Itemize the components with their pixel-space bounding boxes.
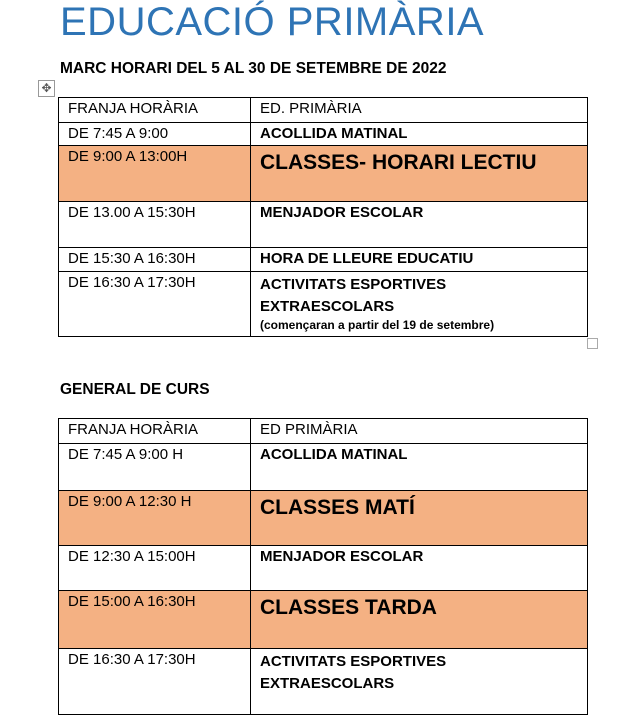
time-cell: DE 7:45 A 9:00	[59, 123, 251, 146]
time-cell: DE 12:30 A 15:00H	[59, 546, 251, 591]
activity-cell	[251, 591, 588, 649]
activity-cell	[251, 272, 588, 337]
activity-text: EXTRAESCOLARS	[260, 675, 395, 692]
time-cell: DE 13.00 A 15:30H	[59, 202, 251, 248]
september-schedule-table	[58, 97, 588, 337]
activity-text: EXTRAESCOLARS	[260, 298, 395, 315]
table-row	[59, 248, 588, 272]
activity-cell: HORA DE LLEURE EDUCATIU	[251, 248, 588, 272]
activity-text: ACTIVITATS ESPORTIVES	[260, 276, 447, 293]
section-heading-september: MARC HORARI DEL 5 AL 30 DE SETEMBRE DE 2022	[60, 60, 447, 77]
header-cell: FRANJA HORÀRIA	[59, 98, 251, 123]
time-cell: DE 9:00 A 12:30 H	[59, 491, 251, 546]
activity-text: ACTIVITATS ESPORTIVES	[260, 653, 447, 670]
time-cell: DE 16:30 A 17:30H	[59, 649, 251, 715]
time-cell: DE 9:00 A 13:00H	[59, 146, 251, 202]
activity-cell: ACOLLIDA MATINAL	[251, 123, 588, 146]
time-cell: DE 16:30 A 17:30H	[59, 272, 251, 337]
page-title: EDUCACIÓ PRIMÀRIA	[60, 0, 485, 44]
table-row	[59, 272, 588, 337]
activity-note: (començaran a partir del 19 de setembre)	[260, 318, 495, 332]
activity-cell	[251, 649, 588, 715]
time-cell: DE 15:00 A 16:30H	[59, 591, 251, 649]
table-row	[59, 202, 588, 248]
table-header-row	[59, 419, 588, 444]
table-header-row	[59, 98, 588, 123]
activity-text: CLASSES MATÍ	[260, 496, 415, 519]
header-cell: ED PRIMÀRIA	[251, 419, 588, 444]
activity-cell	[251, 146, 588, 202]
table-row	[59, 546, 588, 591]
table-row	[59, 649, 588, 715]
section-heading-general: GENERAL DE CURS	[60, 381, 210, 398]
activity-text: CLASSES TARDA	[260, 596, 437, 619]
activity-cell: ACOLLIDA MATINAL	[251, 444, 588, 491]
header-cell: ED. PRIMÀRIA	[251, 98, 588, 123]
header-cell: FRANJA HORÀRIA	[59, 419, 251, 444]
table-resize-handle[interactable]	[587, 338, 598, 349]
time-cell: DE 7:45 A 9:00 H	[59, 444, 251, 491]
time-cell: DE 15:30 A 16:30H	[59, 248, 251, 272]
table-move-handle-icon[interactable]: ✥	[38, 80, 55, 97]
table-row	[59, 444, 588, 491]
general-schedule-table	[58, 418, 588, 715]
activity-text: CLASSES- HORARI LECTIU	[260, 151, 537, 174]
table-row	[59, 591, 588, 649]
table-row	[59, 123, 588, 146]
activity-cell: MENJADOR ESCOLAR	[251, 546, 588, 591]
table-row	[59, 491, 588, 546]
table-row	[59, 146, 588, 202]
activity-cell	[251, 491, 588, 546]
activity-cell: MENJADOR ESCOLAR	[251, 202, 588, 248]
